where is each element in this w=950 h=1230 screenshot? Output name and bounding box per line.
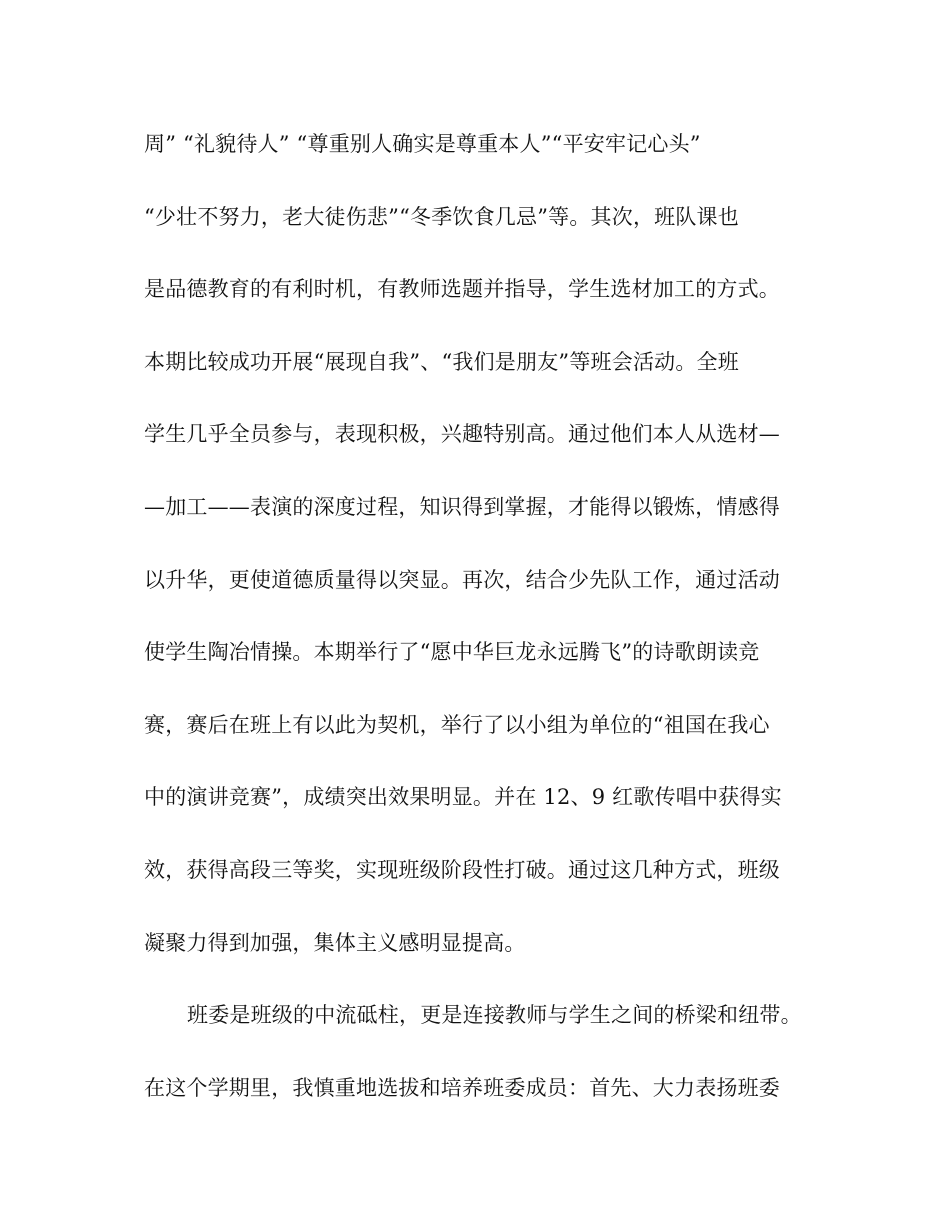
- text-line: 凝聚力得到加强，集体主义感明显提高。: [144, 930, 526, 955]
- text-line: 学生几乎全员参与，表现积极，兴趣特别高。通过他们本人从选材—: [144, 422, 780, 447]
- text-line: 使学生陶冶情操。本期举行了“愿中华巨龙永远腾飞”的诗歌朗读竞: [144, 640, 760, 665]
- text-line: 以升华，更使道德质量得以突显。再次，结合少先队工作，通过活动: [144, 567, 780, 592]
- text-line: 是品德教育的有利时机，有教师选题并指导，学生选材加工的方式。: [144, 277, 780, 302]
- text-line: 中的演讲竞赛”，成绩突出效果明显。并在 12、9 红歌传唱中获得实: [144, 785, 782, 810]
- body-text: [144, 126, 824, 1142]
- text-line: “少壮不努力，老大徒伤悲”“冬季饮食几忌”等。其次，班队课也: [144, 204, 739, 229]
- text-line: 在这个学期里，我慎重地选拔和培养班委成员：首先、大力表扬班委: [144, 1075, 780, 1100]
- text-line: 周” “礼貌待人” “尊重别人确实是尊重本人”“平安牢记心头”: [144, 132, 701, 156]
- paragraph-start-line: 班委是班级的中流砥柱，更是连接教师与学生之间的桥梁和纽带。: [187, 1003, 802, 1028]
- text-line: 赛，赛后在班上有以此为契机，举行了以小组为单位的“祖国在我心: [144, 712, 770, 737]
- text-line: 本期比较成功开展“展现自我”、“我们是朋友”等班会活动。全班: [144, 349, 739, 374]
- text-line: 效，获得高段三等奖，实现班级阶段性打破。通过这几种方式，班级: [144, 857, 780, 882]
- text-line: —加工——表演的深度过程，知识得到掌握，才能得以锻炼，情感得: [144, 494, 780, 519]
